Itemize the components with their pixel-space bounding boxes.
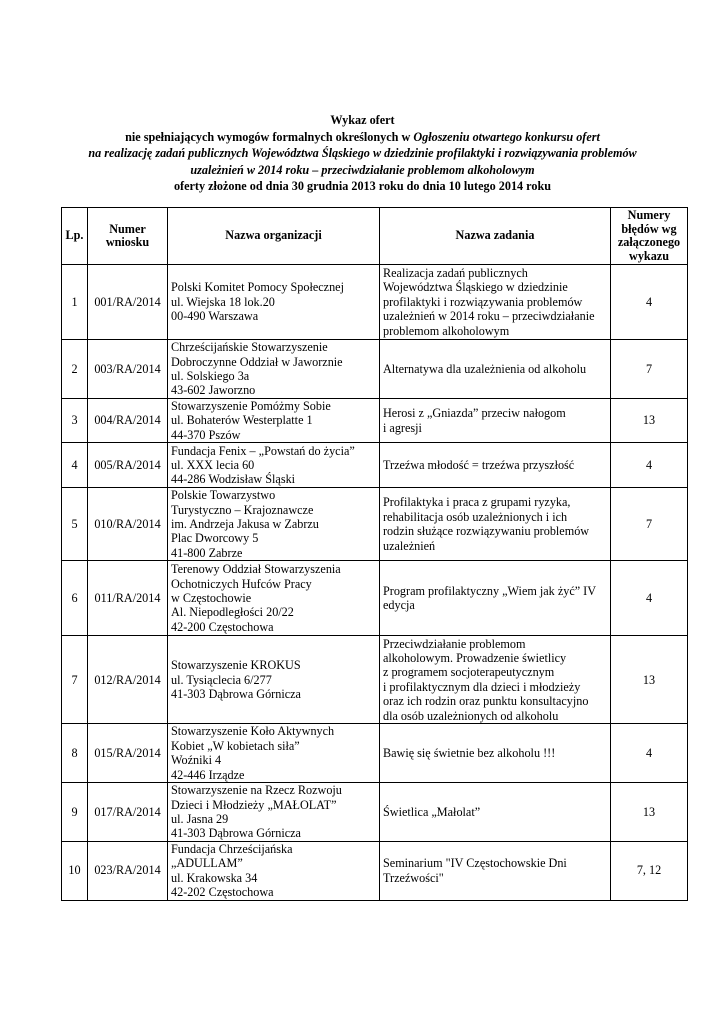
cell-org-line: 44-370 Pszów [171,427,241,442]
cell-org-line: ul. Krakowska 34 [171,870,258,885]
cell-lp: 4 [62,443,88,488]
cell-errors: 7 [611,340,688,399]
cell-org-line: 44-286 Wodzisław Śląski [171,472,296,487]
offers-table [61,207,688,901]
cell-task-line: Seminarium "IV Częstochowskie Dni [383,856,567,871]
table-row [62,561,688,636]
cell-org-line: Polski Komitet Pomocy Społecznej [171,280,344,295]
cell-org [168,399,380,443]
cell-task [380,783,611,842]
header-line-2-text: nie spełniających wymogów formalnych określonych w [125,129,414,144]
col-header-errors-line: Numery [627,208,671,222]
cell-org-line: Fundacja Fenix – „Powstań do życia” [171,443,355,458]
cell-numer: 011/RA/2014 [88,561,168,636]
col-header-org: Nazwa organizacji [168,208,380,265]
header-line-3: na realizację zadań publicznych Województwa Śląskiego w dziedzinie profilaktyki i rozwiązywania problemów [88,146,637,160]
cell-task-line: Alternatywa dla uzależnienia od alkoholu [383,361,587,376]
cell-org-line: im. Andrzeja Jakusa w Zabrzu [171,517,319,532]
cell-task-line: Profilaktyka i praca z grupami ryzyka, [383,495,571,510]
cell-org [168,443,380,488]
cell-lp: 10 [62,841,88,900]
cell-numer: 017/RA/2014 [88,783,168,842]
header-title: Wykaz ofert [330,113,395,127]
cell-lp: 3 [62,399,88,443]
cell-numer: 005/RA/2014 [88,443,168,488]
cell-errors: 7, 12 [611,841,688,900]
cell-org-line: Fundacja Chrześcijańska [171,841,293,856]
cell-org [168,841,380,900]
header-line-4: uzależnień w 2014 roku – przeciwdziałanie problemom alkoholowym [190,162,535,177]
cell-task [380,488,611,561]
cell-task-line: uzależnień [383,538,436,553]
cell-task-line: i agresji [383,420,422,435]
cell-task-line: Świetlica „Małolat” [383,804,481,819]
cell-task [380,265,611,340]
cell-numer: 003/RA/2014 [88,340,168,399]
cell-lp: 7 [62,636,88,724]
cell-org-line: 41-303 Dąbrowa Górnicza [171,686,301,701]
cell-task-line: oraz ich rodzin oraz punktu konsultacyjno [383,694,589,709]
cell-org-line: 00-490 Warszawa [171,309,259,324]
col-header-numer [88,208,168,265]
cell-org-line: Kobiet „W kobietach siła” [171,738,300,753]
cell-task [380,724,611,783]
cell-org-line: Chrześcijańskie Stowarzyszenie [171,340,328,355]
cell-org-line: Stowarzyszenie Pomóżmy Sobie [171,399,331,413]
cell-task [380,340,611,399]
cell-task-line: alkoholowym. Prowadzenie świetlicy [383,650,567,665]
cell-org-line: Polskie Towarzystwo [171,488,276,503]
cell-task-line: uzależnień w 2014 roku – przeciwdziałanie [383,309,595,324]
cell-numer: 010/RA/2014 [88,488,168,561]
header-line-5: oferty złożone od dnia 30 grudnia 2013 roku do dnia 10 lutego 2014 roku [173,179,552,193]
cell-numer: 023/RA/2014 [88,841,168,900]
cell-org-line: Dobroczynne Oddział w Jaworznie [171,354,343,369]
cell-org-line: Stowarzyszenie Koło Aktywnych [171,724,335,739]
table-header-row [62,208,688,265]
cell-lp: 8 [62,724,88,783]
cell-task-line: profilaktyki i rozwiązywania problemów [383,294,583,309]
cell-org-line: ul. Tysiąclecia 6/277 [171,672,272,687]
cell-numer: 001/RA/2014 [88,265,168,340]
col-header-errors-line: błędów wg [621,221,677,236]
cell-org-line: ul. Wiejska 18 lok.20 [171,294,275,309]
table-row [62,783,688,842]
cell-task-line: edycja [383,598,415,613]
cell-org-line: Plac Dworcowy 5 [171,531,259,546]
cell-errors: 4 [611,561,688,636]
cell-org-line: Dzieci i Młodzieży „MAŁOLAT” [171,797,337,812]
table-row [62,724,688,783]
cell-task-line: Trzeźwości" [383,870,444,885]
cell-task-line: problemom alkoholowym [383,323,510,338]
cell-task [380,636,611,724]
table-row [62,265,688,340]
cell-org-line: Stowarzyszenie na Rzecz Rozwoju [171,783,342,798]
cell-lp: 9 [62,783,88,842]
cell-org-line: Al. Niepodległości 20/22 [171,605,294,620]
cell-org [168,636,380,724]
cell-task-line: Herosi z „Gniazda” przeciw nałogom [383,406,566,421]
cell-numer: 012/RA/2014 [88,636,168,724]
cell-task-line: Przeciwdziałanie problemom [383,636,526,651]
cell-org-line: Turystyczno – Krajoznawcze [171,502,314,517]
cell-errors: 4 [611,724,688,783]
cell-org-line: w Częstochowie [171,591,252,606]
cell-org-line: 41-800 Zabrze [171,545,243,560]
table-row [62,841,688,900]
cell-lp: 5 [62,488,88,561]
cell-task-line: Trzeźwa młodość = trzeźwa przyszłość [383,458,575,473]
cell-org [168,783,380,842]
cell-org [168,488,380,561]
cell-errors: 4 [611,443,688,488]
document-header [40,112,685,195]
table-row [62,340,688,399]
cell-task-line: rodzin służące rozwiązywaniu problemów [383,524,590,539]
cell-org [168,340,380,399]
cell-task [380,443,611,488]
cell-task [380,561,611,636]
cell-task-line: dla osób uzależnionych od alkoholu [383,708,559,723]
cell-lp: 2 [62,340,88,399]
cell-numer: 004/RA/2014 [88,399,168,443]
header-line-2-italic: Ogłoszeniu otwartego konkursu ofert [413,129,600,144]
cell-task-line: z programem socjoterapeutycznym [383,665,555,680]
col-header-task: Nazwa zadania [380,208,611,265]
col-header-numer-line: wniosku [105,235,150,249]
cell-org-line: 43-602 Jaworzno [171,383,256,398]
cell-org-line: 41-303 Dąbrowa Górnicza [171,826,301,841]
cell-lp: 6 [62,561,88,636]
cell-org-line: 42-200 Częstochowa [171,619,274,634]
cell-org [168,561,380,636]
cell-task-line: Województwa Śląskiego w dziedzinie [383,280,568,295]
col-header-errors-line: załączonego [617,235,681,249]
cell-errors: 13 [611,636,688,724]
cell-task-line: Bawię się świetnie bez alkoholu !!! [383,746,556,761]
cell-task-line: i profilaktycznym dla dzieci i młodzieży [383,679,581,694]
cell-org-line: Ochotniczych Hufców Pracy [171,576,312,591]
cell-lp: 1 [62,265,88,340]
cell-org-line: ul. Bohaterów Westerplatte 1 [171,413,313,428]
cell-errors: 13 [611,399,688,443]
cell-org-line: ul. Solskiego 3a [171,369,250,383]
cell-org-line: Stowarzyszenie KROKUS [171,658,301,673]
cell-org-line: ul. XXX lecia 60 [171,458,255,473]
col-header-errors [611,208,688,265]
table-row [62,636,688,724]
cell-task-line: Program profilaktyczny „Wiem jak żyć” IV [383,583,597,598]
cell-org-line: ul. Jasna 29 [171,812,229,827]
cell-org-line: 42-202 Częstochowa [171,885,274,900]
cell-task-line: rehabilitacja osób uzależnionych i ich [383,509,568,524]
table-row [62,488,688,561]
cell-org [168,265,380,340]
table-row [62,443,688,488]
cell-task [380,399,611,443]
cell-task [380,841,611,900]
cell-org-line: Terenowy Oddział Stowarzyszenia [171,562,341,577]
cell-org-line: 42-446 Irządze [171,767,245,782]
cell-numer: 015/RA/2014 [88,724,168,783]
cell-errors: 4 [611,265,688,340]
cell-task-line: Realizacja zadań publicznych [383,265,528,280]
col-header-errors-line: wykazu [629,248,669,263]
cell-org-line: „ADULLAM” [171,856,243,871]
col-header-numer-line: Numer [109,221,146,236]
cell-errors: 13 [611,783,688,842]
cell-errors: 7 [611,488,688,561]
cell-org [168,724,380,783]
header-line-2 [40,129,685,146]
table-row [62,399,688,443]
col-header-lp: Lp. [62,208,88,265]
cell-org-line: Woźniki 4 [171,753,222,768]
